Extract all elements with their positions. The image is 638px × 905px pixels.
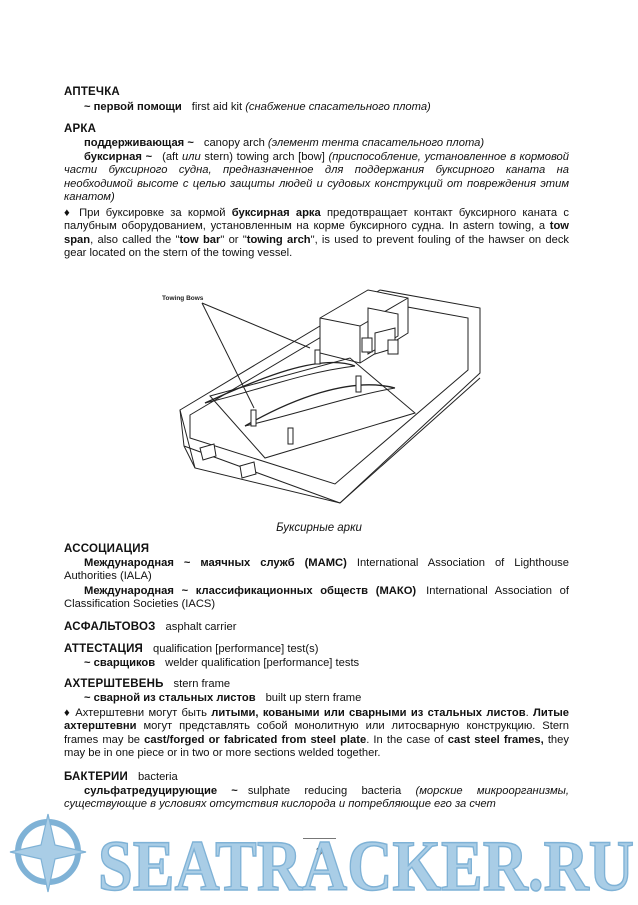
entry-sub-first-aid: ~ первой помощи first aid kit (снабжение спасательного плота) (84, 101, 431, 113)
entry-para-ahtershteven: ♦ Ахтерштевни могут быть литыми, коваными или сварными из стальных листов. Литые ахтерштевни могут представлять собой монолитную или литосварную конструкцию. Stern frames may be cast/forged or fabricated from steel plate. In the case of cast steel frames, they may be in one piece or in two or more sections welded together. (64, 707, 570, 760)
entry-sub-built-up: ~ сварной из стальных листов built up stern frame (84, 692, 362, 704)
figure-caption: Буксирные арки (276, 522, 362, 534)
page-number: 8 (316, 846, 323, 858)
entry-sub-iala: Международная ~ маячных служб (МАМС) International Association of Lighthouse Authorities (IALA) (64, 557, 569, 583)
compass-icon (10, 814, 86, 892)
entry-sub-iacs: Международная ~ классификационных обществ (МАКО) International Association of Classification Societies (IACS) (64, 585, 569, 611)
entry-head-arka: АРКА (64, 123, 97, 135)
watermark-logo (0, 812, 638, 905)
figure-label: Towing Bows (162, 295, 204, 302)
entry-sub-canopy-arch: поддерживающая ~ canopy arch (элемент тента спасательного плота) (84, 137, 485, 149)
entry-head-associaciya: АССОЦИАЦИЯ (64, 543, 150, 555)
entry-asfaltovoz: АСФАЛЬТОВОЗ asphalt carrier (64, 621, 237, 633)
entry-ahtershteven: АХТЕРШТЕВЕНЬ stern frame (64, 678, 231, 690)
entry-para-arka: ♦ При буксировке за кормой буксирная арка предотвращает контакт буксирного каната с палубным оборудованием, установленным на корме буксирного судна. In astern towing, a tow span, also called the "tow bar" or "towing arch", is used to prevent fouling of the hawser on deck gear located on the stern of the towing vessel. (64, 207, 570, 260)
entry-head-aptechka: АПТЕЧКА (64, 86, 120, 98)
entry-sub-welder: ~ сварщиков welder qualification [performance] tests (84, 657, 360, 669)
watermark-text: SEATRACKER.RU (98, 826, 634, 905)
towing-bows-illustration (150, 278, 490, 518)
entry-attestaciya: АТТЕСТАЦИЯ qualification [performance] test(s) (64, 643, 319, 655)
entry-sub-towing-arch: буксирная ~ (aft или stern) towing arch [bow] (приспособление, установленное в кормовой части буксирного судна, предназначенное для поддержания буксирного каната на необходимой высоте с целью защиты людей и судовых конструкций от повреждения этим канатом) (64, 151, 570, 204)
entry-sub-sulphate: сульфатредуцирующие ~ sulphate reducing bacteria (морские микроорганизмы, существующие в условиях отсутствия кислорода и потребляющие его за счет (64, 785, 569, 811)
entry-bakterii: БАКТЕРИИ bacteria (64, 771, 178, 783)
